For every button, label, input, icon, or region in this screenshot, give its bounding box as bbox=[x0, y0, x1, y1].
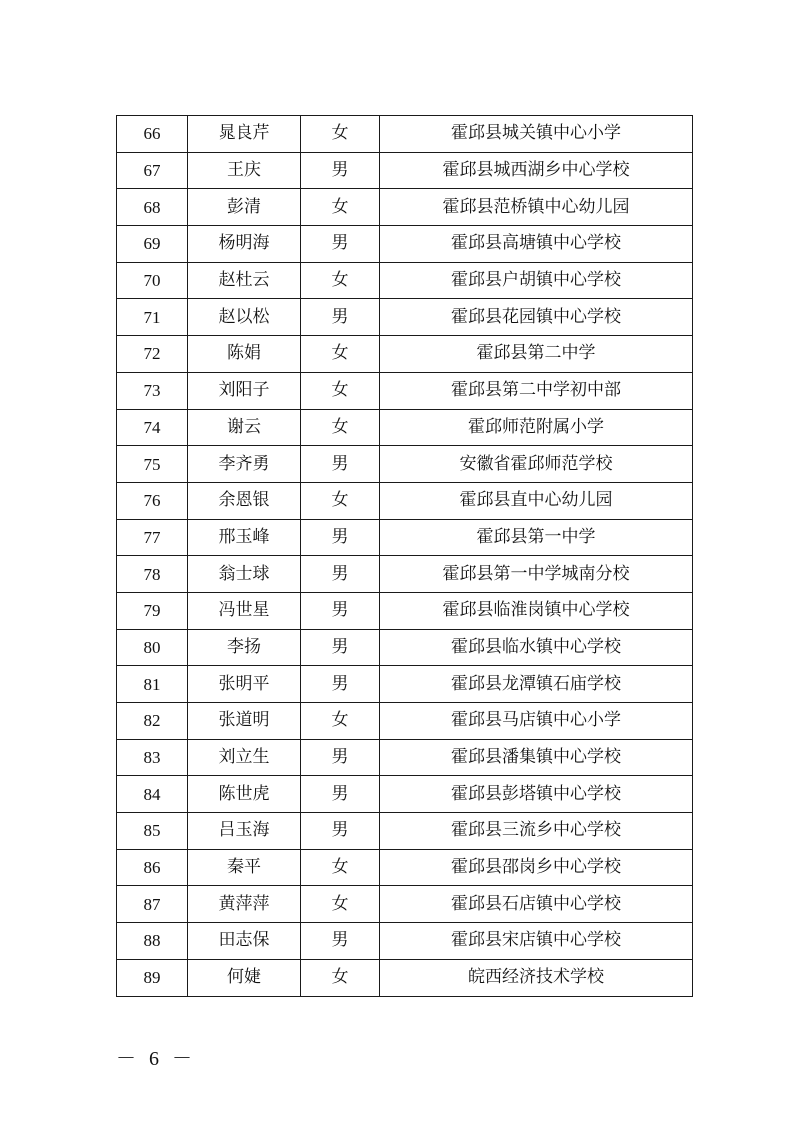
person-name-cell: 邢玉峰 bbox=[188, 519, 301, 556]
row-number-cell: 86 bbox=[117, 849, 188, 886]
row-number-cell: 84 bbox=[117, 776, 188, 813]
person-name-cell: 何婕 bbox=[188, 959, 301, 996]
table-row bbox=[117, 703, 693, 740]
school-name-cell: 霍邱县马店镇中心小学 bbox=[380, 703, 693, 740]
row-number-cell: 66 bbox=[117, 116, 188, 153]
person-name-cell: 谢云 bbox=[188, 409, 301, 446]
row-number-cell: 68 bbox=[117, 189, 188, 226]
person-name-cell: 李扬 bbox=[188, 629, 301, 666]
row-number-cell: 74 bbox=[117, 409, 188, 446]
row-number-cell: 79 bbox=[117, 592, 188, 629]
person-name-cell: 吕玉海 bbox=[188, 813, 301, 850]
roster-table bbox=[116, 115, 693, 997]
school-name-cell: 霍邱县三流乡中心学校 bbox=[380, 813, 693, 850]
row-number-cell: 76 bbox=[117, 482, 188, 519]
table-row bbox=[117, 299, 693, 336]
row-number-cell: 82 bbox=[117, 703, 188, 740]
gender-cell: 男 bbox=[301, 592, 380, 629]
person-name-cell: 赵杜云 bbox=[188, 262, 301, 299]
table-row bbox=[117, 592, 693, 629]
row-number-cell: 75 bbox=[117, 446, 188, 483]
school-name-cell: 霍邱县石店镇中心学校 bbox=[380, 886, 693, 923]
gender-cell: 男 bbox=[301, 556, 380, 593]
row-number-cell: 69 bbox=[117, 226, 188, 263]
table-row bbox=[117, 116, 693, 153]
table-row bbox=[117, 629, 693, 666]
table-row bbox=[117, 446, 693, 483]
person-name-cell: 翁士球 bbox=[188, 556, 301, 593]
school-name-cell: 霍邱县城西湖乡中心学校 bbox=[380, 152, 693, 189]
row-number-cell: 87 bbox=[117, 886, 188, 923]
gender-cell: 女 bbox=[301, 262, 380, 299]
table-row bbox=[117, 262, 693, 299]
row-number-cell: 72 bbox=[117, 336, 188, 373]
table-row bbox=[117, 776, 693, 813]
school-name-cell: 霍邱县第二中学 bbox=[380, 336, 693, 373]
table-row bbox=[117, 482, 693, 519]
row-number-cell: 78 bbox=[117, 556, 188, 593]
person-name-cell: 秦平 bbox=[188, 849, 301, 886]
gender-cell: 女 bbox=[301, 409, 380, 446]
school-name-cell: 霍邱县第一中学城南分校 bbox=[380, 556, 693, 593]
gender-cell: 女 bbox=[301, 116, 380, 153]
person-name-cell: 陈世虎 bbox=[188, 776, 301, 813]
table-row bbox=[117, 959, 693, 996]
table-row bbox=[117, 409, 693, 446]
school-name-cell: 霍邱县花园镇中心学校 bbox=[380, 299, 693, 336]
school-name-cell: 霍邱师范附属小学 bbox=[380, 409, 693, 446]
school-name-cell: 安徽省霍邱师范学校 bbox=[380, 446, 693, 483]
school-name-cell: 皖西经济技术学校 bbox=[380, 959, 693, 996]
gender-cell: 男 bbox=[301, 923, 380, 960]
gender-cell: 男 bbox=[301, 446, 380, 483]
row-number-cell: 70 bbox=[117, 262, 188, 299]
gender-cell: 女 bbox=[301, 372, 380, 409]
person-name-cell: 王庆 bbox=[188, 152, 301, 189]
table-row bbox=[117, 923, 693, 960]
row-number-cell: 83 bbox=[117, 739, 188, 776]
table-row bbox=[117, 886, 693, 923]
row-number-cell: 88 bbox=[117, 923, 188, 960]
gender-cell: 男 bbox=[301, 666, 380, 703]
person-name-cell: 晁良芹 bbox=[188, 116, 301, 153]
table-row bbox=[117, 519, 693, 556]
school-name-cell: 霍邱县彭塔镇中心学校 bbox=[380, 776, 693, 813]
row-number-cell: 85 bbox=[117, 813, 188, 850]
table-row bbox=[117, 189, 693, 226]
table-row bbox=[117, 226, 693, 263]
school-name-cell: 霍邱县临水镇中心学校 bbox=[380, 629, 693, 666]
gender-cell: 女 bbox=[301, 959, 380, 996]
gender-cell: 女 bbox=[301, 189, 380, 226]
school-name-cell: 霍邱县第一中学 bbox=[380, 519, 693, 556]
person-name-cell: 刘立生 bbox=[188, 739, 301, 776]
school-name-cell: 霍邱县第二中学初中部 bbox=[380, 372, 693, 409]
gender-cell: 男 bbox=[301, 776, 380, 813]
person-name-cell: 刘阳子 bbox=[188, 372, 301, 409]
person-name-cell: 张道明 bbox=[188, 703, 301, 740]
gender-cell: 男 bbox=[301, 519, 380, 556]
person-name-cell: 田志保 bbox=[188, 923, 301, 960]
person-name-cell: 冯世星 bbox=[188, 592, 301, 629]
roster-table-body bbox=[117, 116, 693, 997]
table-row bbox=[117, 739, 693, 776]
school-name-cell: 霍邱县户胡镇中心学校 bbox=[380, 262, 693, 299]
gender-cell: 男 bbox=[301, 226, 380, 263]
gender-cell: 女 bbox=[301, 703, 380, 740]
table-row bbox=[117, 372, 693, 409]
gender-cell: 男 bbox=[301, 813, 380, 850]
table-row bbox=[117, 336, 693, 373]
school-name-cell: 霍邱县高塘镇中心学校 bbox=[380, 226, 693, 263]
school-name-cell: 霍邱县龙潭镇石庙学校 bbox=[380, 666, 693, 703]
table-row bbox=[117, 152, 693, 189]
person-name-cell: 杨明海 bbox=[188, 226, 301, 263]
gender-cell: 男 bbox=[301, 152, 380, 189]
person-name-cell: 李齐勇 bbox=[188, 446, 301, 483]
row-number-cell: 80 bbox=[117, 629, 188, 666]
person-name-cell: 黄萍萍 bbox=[188, 886, 301, 923]
school-name-cell: 霍邱县邵岗乡中心学校 bbox=[380, 849, 693, 886]
gender-cell: 男 bbox=[301, 629, 380, 666]
school-name-cell: 霍邱县临淮岗镇中心学校 bbox=[380, 592, 693, 629]
school-name-cell: 霍邱县直中心幼儿园 bbox=[380, 482, 693, 519]
school-name-cell: 霍邱县潘集镇中心学校 bbox=[380, 739, 693, 776]
school-name-cell: 霍邱县城关镇中心小学 bbox=[380, 116, 693, 153]
person-name-cell: 陈娟 bbox=[188, 336, 301, 373]
gender-cell: 男 bbox=[301, 739, 380, 776]
table-row bbox=[117, 556, 693, 593]
school-name-cell: 霍邱县范桥镇中心幼儿园 bbox=[380, 189, 693, 226]
row-number-cell: 73 bbox=[117, 372, 188, 409]
page-number: － 6 － bbox=[116, 1048, 196, 1070]
row-number-cell: 89 bbox=[117, 959, 188, 996]
school-name-cell: 霍邱县宋店镇中心学校 bbox=[380, 923, 693, 960]
gender-cell: 女 bbox=[301, 336, 380, 373]
row-number-cell: 81 bbox=[117, 666, 188, 703]
person-name-cell: 余恩银 bbox=[188, 482, 301, 519]
row-number-cell: 67 bbox=[117, 152, 188, 189]
gender-cell: 女 bbox=[301, 482, 380, 519]
person-name-cell: 赵以松 bbox=[188, 299, 301, 336]
gender-cell: 女 bbox=[301, 886, 380, 923]
row-number-cell: 77 bbox=[117, 519, 188, 556]
gender-cell: 女 bbox=[301, 849, 380, 886]
table-row bbox=[117, 849, 693, 886]
row-number-cell: 71 bbox=[117, 299, 188, 336]
gender-cell: 男 bbox=[301, 299, 380, 336]
person-name-cell: 彭清 bbox=[188, 189, 301, 226]
person-name-cell: 张明平 bbox=[188, 666, 301, 703]
table-row bbox=[117, 666, 693, 703]
table-row bbox=[117, 813, 693, 850]
